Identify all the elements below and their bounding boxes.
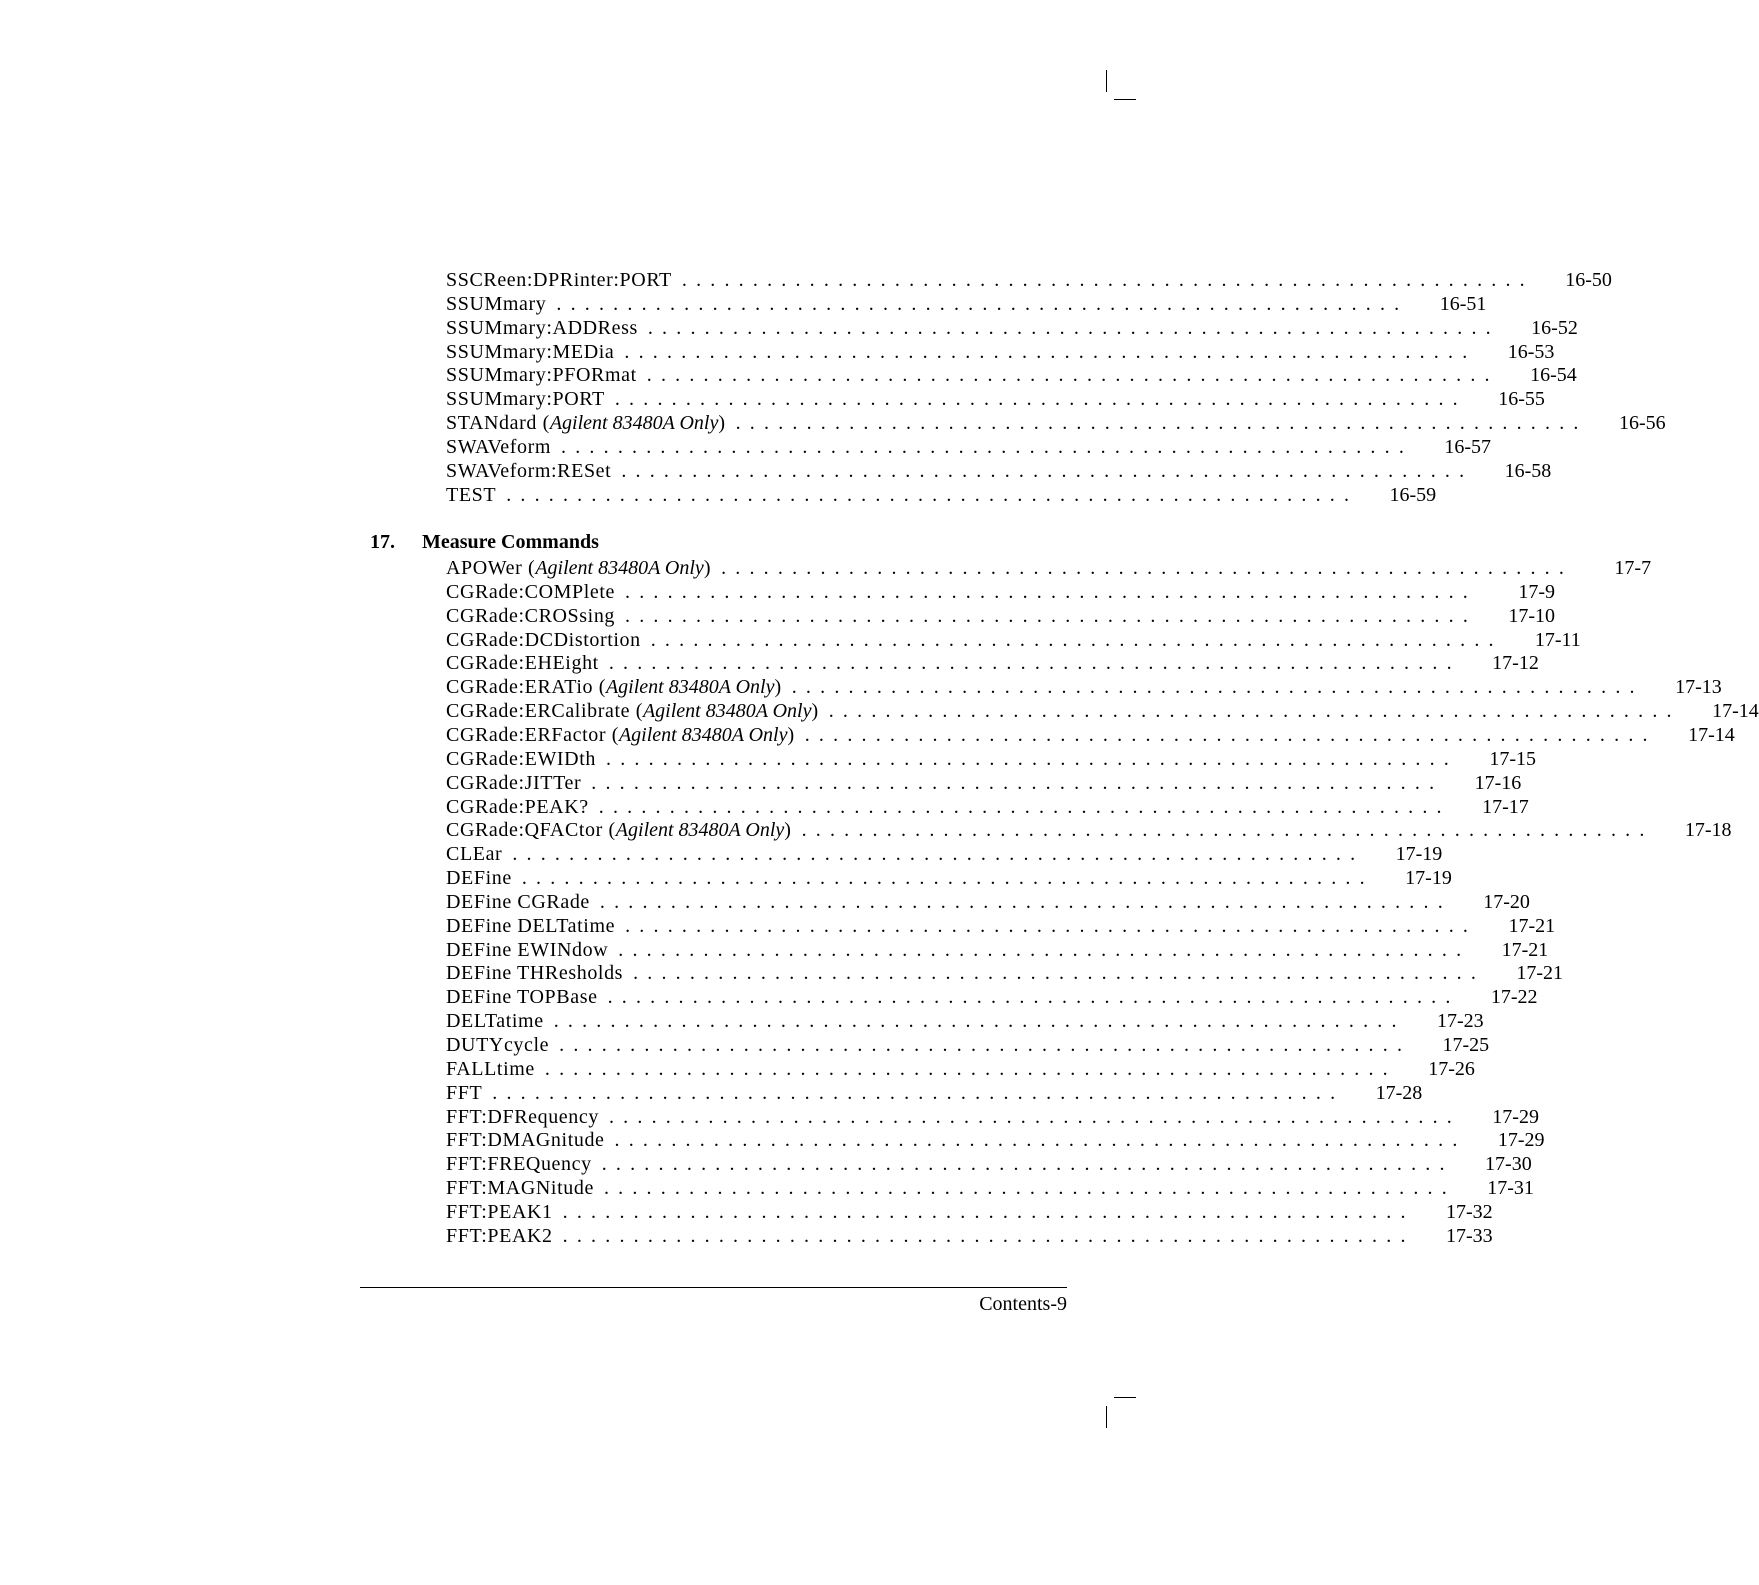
toc-entry-page: 16-53 [1507,340,1555,363]
toc-entry-command: FFT:PEAK2 [446,1224,553,1247]
toc-entry[interactable] [446,292,1487,316]
toc-entry-title [446,1152,592,1176]
toc-entry[interactable] [446,1176,1534,1200]
toc-entry[interactable] [446,459,1552,483]
toc-entry-page: 16-59 [1389,483,1437,506]
toc-entry-title [446,483,496,507]
toc-entry-title [446,914,615,938]
toc-entry-title [446,604,615,628]
toc-entry[interactable] [446,340,1555,364]
toc-entry-title [446,747,596,771]
dot-leader: ............................................................ [735,412,1588,435]
toc-entry[interactable] [446,795,1529,819]
toc-entry[interactable] [446,842,1443,866]
toc-entry[interactable] [446,818,1732,842]
dot-leader: ............................................................ [625,580,1477,603]
toc-entry-page: 17-22 [1490,986,1538,1009]
crop-mark-bottom-horizontal [1114,1397,1136,1398]
toc-entry-title [446,651,599,675]
toc-entry-command: CGRade:PEAK? [446,795,589,818]
toc-entry-command: CGRade:ERFactor [446,723,607,746]
toc-entry-title [446,459,611,483]
toc-entry-command: DELTatime [446,1010,544,1033]
toc-entry[interactable] [446,604,1556,628]
toc-entry-page: 17-12 [1492,652,1539,675]
toc-entry-command: SSUMmary:ADDRess [446,316,638,339]
dot-leader: ............................................................ [791,676,1644,699]
toc-entry[interactable] [446,1009,1484,1033]
toc-entry-command: DEFine EWINdow [446,938,609,961]
toc-entry-page: 17-21 [1501,938,1549,961]
toc-entry-title [446,1224,553,1248]
toc-entry-command: STANdard [446,412,537,435]
toc-entry-command: SWAVeform [446,435,552,458]
toc-entry-page: 17-14 [1712,700,1759,723]
toc-entry-page: 17-18 [1684,819,1732,842]
toc-entry-title [446,387,605,411]
toc-entry-command: DEFine TOPBase [446,986,598,1009]
toc-entry[interactable] [446,890,1530,914]
toc-entry-note: Agilent 83480A Only [642,700,812,723]
toc-entry-command: SSUMmary:PFORmat [446,364,637,387]
toc-entry-page: 17-32 [1445,1200,1493,1223]
toc-entry[interactable] [446,747,1536,771]
dot-leader: ............................................................ [606,747,1458,770]
dot-leader: ............................................................ [633,962,1486,985]
toc-entry-command: SSUMmary:MEDia [446,340,615,363]
toc-entry[interactable] [446,723,1735,747]
toc-entry[interactable] [446,699,1759,723]
dot-leader: ............................................................ [492,1081,1345,1104]
toc-entry-page: 16-57 [1444,435,1492,458]
dot-leader: ............................................................ [650,628,1503,651]
toc-entry-command: CGRade:ERATio [446,676,594,699]
toc-entry[interactable] [446,580,1555,604]
dot-leader: ............................................................ [556,292,1409,315]
dot-leader: ............................................................ [521,867,1374,890]
toc-entry-title [446,580,615,604]
toc-entry-page: 17-31 [1487,1177,1534,1200]
toc-entry-command: SWAVeform:RESet [446,459,612,482]
dot-leader: ............................................................ [625,914,1478,937]
toc-entry-title [446,795,589,819]
toc-entry-command: CGRade:EHEight [446,652,599,675]
toc-entry-title [446,1200,553,1224]
dot-leader: ............................................................ [625,604,1478,627]
toc-entry-page: 17-15 [1489,747,1536,770]
toc-entry-command: FFT:MAGNitude [446,1177,594,1200]
dot-leader: ............................................................ [603,1177,1456,1200]
toc-entry-page: 17-25 [1442,1034,1490,1056]
toc-entry-title: CGRade:QFACtor (Agilent 83480A Only) [446,819,792,842]
toc-entry[interactable] [446,651,1539,675]
toc-entry-title [446,1033,549,1057]
toc-entry[interactable] [446,483,1437,507]
toc-entry-page: 16-58 [1504,459,1552,482]
dot-leader: ............................................................ [804,723,1657,746]
toc-entry-title [446,890,590,914]
toc-entry-page: 17-11 [1534,628,1581,651]
toc-entry-command: SSCReen:DPRinter:PORT [446,269,672,291]
toc-entry-command: FFT:FREQuency [446,1153,592,1176]
toc-entry[interactable] [446,1033,1490,1057]
toc-entry-title: CGRade:ERFactor (Agilent 83480A Only) [446,723,795,746]
toc-entry-title [446,1105,599,1129]
toc-entry-page: 17-21 [1508,914,1556,937]
toc-entry-command: CGRade:ERCalibrate [446,700,631,723]
toc-entry-page: 17-30 [1485,1153,1532,1176]
toc-entry-command: FFT:DFRequency [446,1105,599,1128]
dot-leader: ............................................................ [601,1153,1454,1176]
toc-entry-title [446,1128,605,1152]
toc-entry[interactable] [446,363,1577,387]
toc-entry[interactable] [446,1224,1493,1248]
toc-entry[interactable] [446,435,1492,459]
toc-entry-title [446,1009,544,1033]
toc-entry[interactable] [446,556,1652,580]
toc-entry-command: CGRade:JITTer [446,771,582,794]
toc-entry[interactable] [446,1152,1532,1176]
dot-leader: ............................................................ [624,340,1477,363]
toc-entry-title [446,1057,535,1081]
toc-entry[interactable] [446,628,1581,652]
dot-leader: ............................................................ [553,1010,1406,1033]
toc-entry-title: CGRade:ERCalibrate (Agilent 83480A Only) [446,700,819,723]
toc-entry-command: SSUMmary:PORT [446,388,605,411]
dot-leader: ............................................................ [562,1224,1415,1247]
toc-entry-page: 17-21 [1516,962,1564,985]
toc-entry-title [446,340,614,364]
dot-leader: ............................................................ [647,316,1500,339]
dot-leader: ............................................................ [562,1200,1415,1223]
toc-entry-page: 17-14 [1688,723,1735,746]
toc-entry-command: SSUMmary [446,292,547,315]
toc-entry-page: 17-28 [1375,1081,1423,1104]
toc-entry-title [446,268,672,292]
toc-entry-command: FFT:PEAK1 [446,1200,553,1223]
dot-leader: ............................................................ [561,435,1414,458]
dot-leader: ............................................................ [618,938,1471,961]
toc-entry-page: 17-29 [1492,1105,1539,1128]
toc-entry[interactable] [446,387,1545,411]
toc-entry-command: APOWer [446,557,523,579]
toc-entry-command: FALLtime [446,1057,535,1080]
toc-entry[interactable] [446,411,1666,435]
dot-leader: ............................................................ [559,1034,1412,1056]
dot-leader: ............................................................ [801,819,1654,842]
toc-entry-title [446,771,581,795]
toc-entry-page: 16-51 [1439,292,1487,315]
crop-mark-top-horizontal [1114,99,1136,100]
page-footer: Contents-9 [979,1293,1067,1315]
toc-entry-command: CGRade:EWIDth [446,747,596,770]
toc-entry-title [446,316,638,340]
toc-entry-page: 17-19 [1395,843,1443,866]
toc-entry-command: DEFine CGRade [446,890,590,913]
toc-entry-command: DUTYcycle [446,1034,550,1056]
chapter-title: Measure Commands [422,531,599,553]
toc-entry-title [446,1081,482,1105]
toc-entry[interactable] [446,1128,1545,1152]
footer-rule [360,1287,1067,1288]
dot-leader: ............................................................ [614,1129,1467,1152]
dot-leader: ............................................................ [544,1057,1397,1080]
dot-leader: ............................................................ [621,459,1474,482]
toc-entry-title [446,435,551,459]
toc-entry[interactable] [446,316,1578,340]
dot-leader: ............................................................ [614,388,1467,411]
toc-entry-title [446,842,502,866]
toc-entry-command: CGRade:COMPlete [446,580,615,603]
toc-entry-page: 16-54 [1530,364,1577,387]
toc-entry[interactable] [446,675,1722,699]
toc-entry-title [446,292,546,316]
toc-entry-title [446,961,623,985]
toc-entry-page: 16-52 [1531,316,1578,339]
dot-leader: ............................................................ [608,652,1461,675]
toc-entry-page: 17-10 [1508,604,1556,627]
dot-leader: ............................................................ [608,1105,1461,1128]
toc-entry-page: 17-23 [1437,1010,1484,1033]
toc-entry-title: CGRade:ERATio (Agilent 83480A Only) [446,676,782,699]
toc-entry-page: 17-9 [1518,580,1555,603]
dot-leader: ............................................................ [591,771,1444,794]
toc-entry-page: 16-55 [1498,388,1545,411]
toc-entry-title [446,363,637,387]
toc-entry-page: 17-20 [1483,890,1530,913]
toc-entry-command: CGRade:QFACtor [446,819,603,842]
dot-leader: ............................................................ [598,795,1451,818]
toc-entry[interactable] [446,985,1538,1009]
toc-entry[interactable] [446,771,1522,795]
toc-entry-page: 17-26 [1428,1057,1475,1080]
toc-entry-command: DEFine DELTatime [446,914,616,937]
toc-entry-title [446,628,641,652]
toc-entry-command: CLEar [446,843,503,866]
toc-entry-note: Agilent 83480A Only [549,412,719,435]
toc-entry-command: DEFine [446,867,512,890]
dot-leader: ............................................................ [681,269,1534,291]
toc-entry-title: STANdard (Agilent 83480A Only) [446,412,726,435]
toc-entry-command: CGRade:CROSsing [446,604,616,627]
toc-entry-page: 17-16 [1474,771,1522,794]
chapter-heading [370,530,599,554]
toc-entry[interactable] [446,914,1556,938]
toc-entry[interactable] [446,1200,1493,1224]
toc-entry[interactable] [446,866,1452,890]
dot-leader: ............................................................ [512,843,1365,866]
crop-mark-top-vertical [1106,70,1107,92]
dot-leader: ............................................................ [607,986,1460,1009]
crop-mark-bottom-vertical [1106,1406,1107,1428]
toc-entry-command: CGRade:DCDistortion [446,628,641,651]
toc-entry-command: TEST [446,483,497,506]
toc-entry[interactable] [446,1057,1475,1081]
toc-entry-page: 17-33 [1445,1224,1493,1247]
toc-entry-title [446,938,608,962]
toc-entry-page: 16-56 [1618,412,1666,435]
dot-leader: ............................................................ [828,700,1681,723]
toc-entry[interactable] [446,1081,1423,1105]
toc-entry-page: 17-7 [1614,557,1652,579]
toc-entry-note: Agilent 83480A Only [618,723,788,746]
toc-entry-command: DEFine THResholds [446,962,624,985]
toc-entry[interactable] [446,961,1564,985]
toc-entry-page: 17-13 [1675,676,1722,699]
toc-entry-command: FFT [446,1081,483,1104]
chapter-number: 17. [370,531,395,553]
toc-entry[interactable] [446,938,1549,962]
toc-entry[interactable] [446,1105,1539,1129]
toc-entry-page: 16-50 [1565,269,1612,291]
dot-leader: ............................................................ [646,364,1499,387]
toc-entry-note: Agilent 83480A Only [615,819,785,842]
toc-entry[interactable] [446,268,1612,292]
toc-entry-title [446,866,512,890]
dot-leader: ............................................................ [721,557,1574,579]
toc-entry-title [446,985,598,1009]
toc-entry-page: 17-19 [1405,867,1452,890]
toc-entry-command: FFT:DMAGnitude [446,1129,605,1152]
toc-entry-note: Agilent 83480A Only [535,557,704,579]
toc-entry-title: APOWer (Agilent 83480A Only) [446,557,712,579]
dot-leader: ............................................................ [506,483,1359,506]
toc-entry-page: 17-29 [1497,1129,1545,1152]
toc-entry-note: Agilent 83480A Only [605,676,775,699]
toc-entry-page: 17-17 [1482,795,1529,818]
dot-leader: ............................................................ [599,890,1452,913]
toc-entry-title [446,1176,594,1200]
